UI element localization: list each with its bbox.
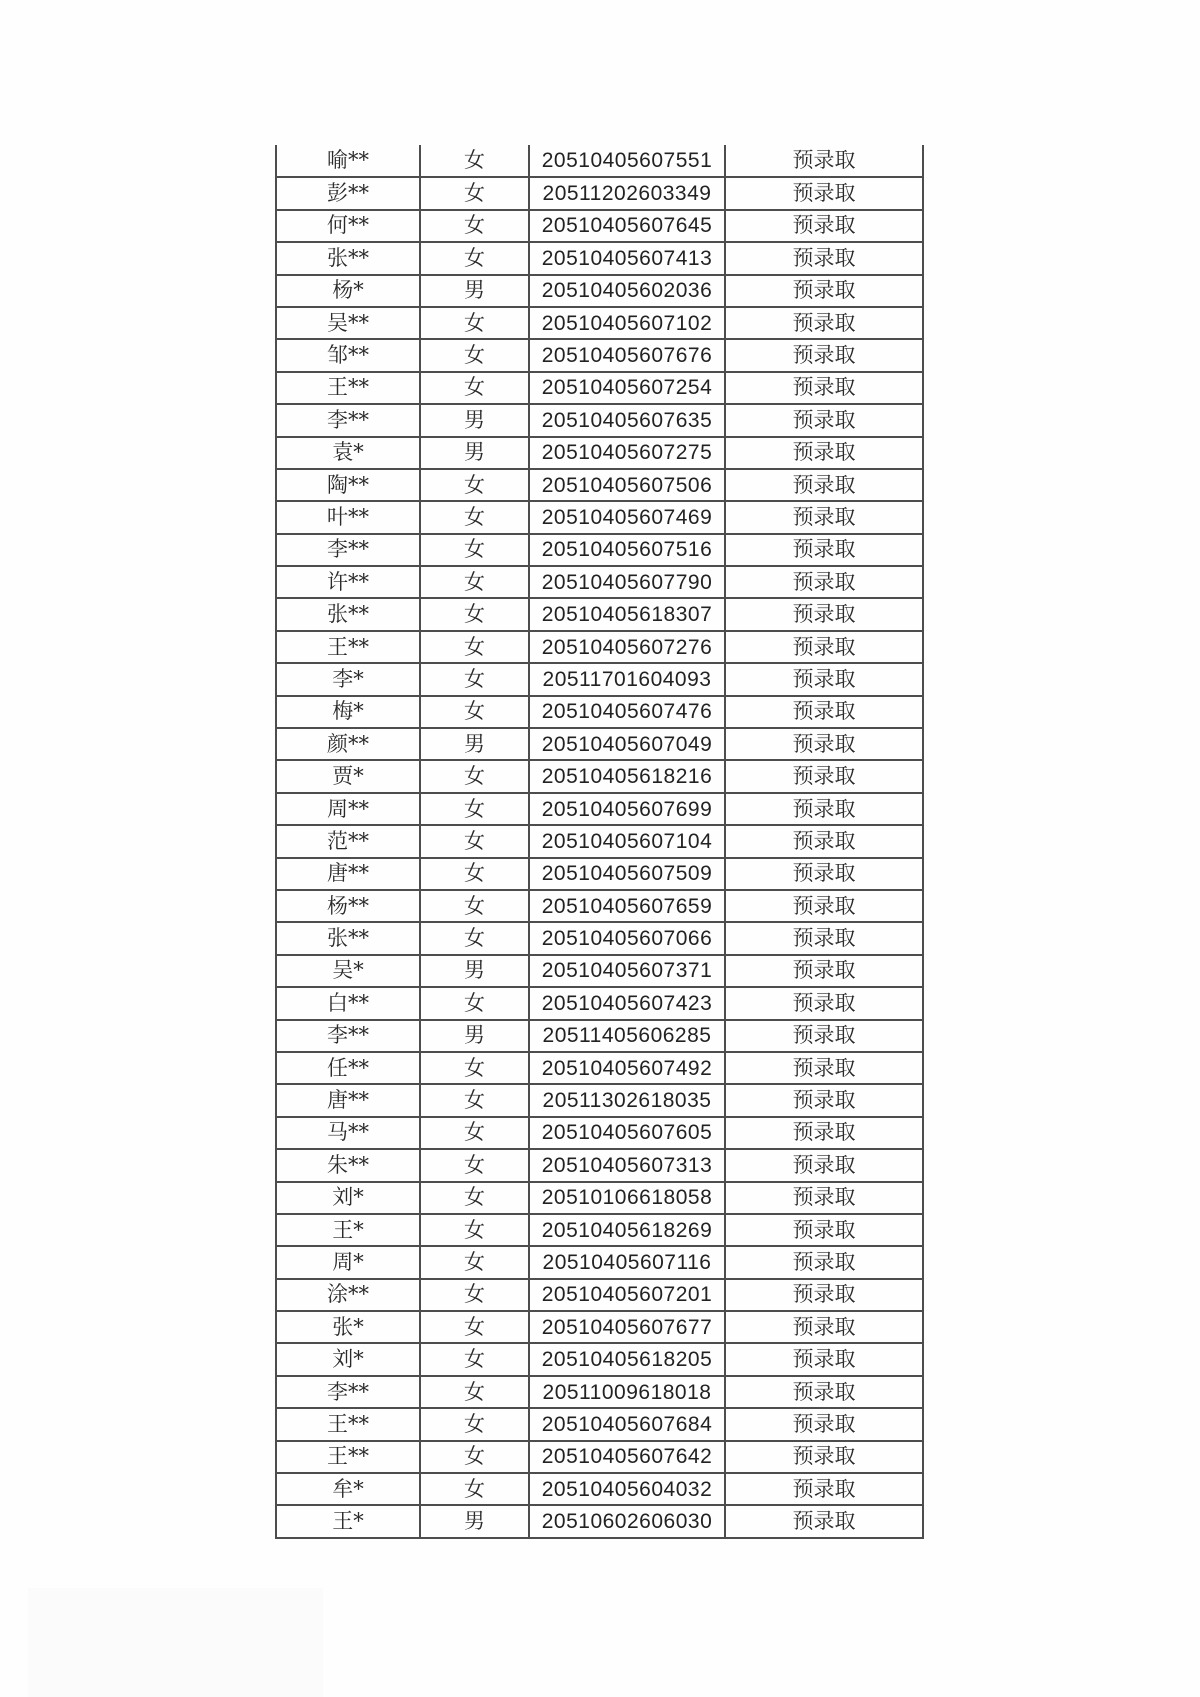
name-cell: 唐**	[276, 858, 420, 890]
gender-cell: 男	[420, 1020, 529, 1052]
status-cell: 预录取	[725, 696, 923, 728]
status-cell: 预录取	[725, 760, 923, 792]
name-cell: 喻**	[276, 145, 420, 177]
exam-id-cell: 20510405607413	[529, 242, 725, 274]
gender-cell: 女	[420, 1246, 529, 1278]
name-cell: 陶**	[276, 469, 420, 501]
status-cell: 预录取	[725, 793, 923, 825]
admission-roster-table	[275, 145, 924, 1539]
status-cell: 预录取	[725, 1246, 923, 1278]
gender-cell: 男	[420, 955, 529, 987]
gender-cell: 女	[420, 696, 529, 728]
gender-cell: 女	[420, 1214, 529, 1246]
status-cell: 预录取	[725, 1182, 923, 1214]
table-row	[276, 372, 923, 404]
gender-cell: 女	[420, 1473, 529, 1505]
gender-cell: 女	[420, 922, 529, 954]
exam-id-cell: 20511302618035	[529, 1084, 725, 1116]
status-cell: 预录取	[725, 1214, 923, 1246]
exam-id-cell: 20510405607642	[529, 1441, 725, 1473]
exam-id-cell: 20510405607492	[529, 1052, 725, 1084]
name-cell: 杨*	[276, 275, 420, 307]
status-cell: 预录取	[725, 631, 923, 663]
status-cell: 预录取	[725, 404, 923, 436]
exam-id-cell: 20510602606030	[529, 1505, 725, 1537]
exam-id-cell: 20510405607102	[529, 307, 725, 339]
status-cell: 预录取	[725, 1505, 923, 1537]
exam-id-cell: 20510405607790	[529, 566, 725, 598]
status-cell: 预录取	[725, 177, 923, 209]
gender-cell: 女	[420, 1117, 529, 1149]
exam-id-cell: 20511701604093	[529, 663, 725, 695]
gender-cell: 女	[420, 1311, 529, 1343]
gender-cell: 女	[420, 534, 529, 566]
table-row	[276, 275, 923, 307]
gender-cell: 男	[420, 404, 529, 436]
name-cell: 张*	[276, 1311, 420, 1343]
table-row	[276, 825, 923, 857]
table-row	[276, 858, 923, 890]
gender-cell: 女	[420, 631, 529, 663]
name-cell: 李**	[276, 1376, 420, 1408]
status-cell: 预录取	[725, 1408, 923, 1440]
table-row	[276, 534, 923, 566]
status-cell: 预录取	[725, 534, 923, 566]
table-row	[276, 566, 923, 598]
table-row	[276, 1473, 923, 1505]
status-cell: 预录取	[725, 566, 923, 598]
name-cell: 牟*	[276, 1473, 420, 1505]
table-row	[276, 696, 923, 728]
name-cell: 张**	[276, 242, 420, 274]
status-cell: 预录取	[725, 825, 923, 857]
table-row	[276, 1441, 923, 1473]
gender-cell: 男	[420, 1505, 529, 1537]
table-row	[276, 1052, 923, 1084]
table-row	[276, 598, 923, 630]
status-cell: 预录取	[725, 469, 923, 501]
table-row	[276, 1084, 923, 1116]
status-cell: 预录取	[725, 1020, 923, 1052]
table-row	[276, 890, 923, 922]
table-row	[276, 922, 923, 954]
name-cell: 吴*	[276, 955, 420, 987]
gender-cell: 女	[420, 210, 529, 242]
table-row	[276, 1020, 923, 1052]
table-row	[276, 1311, 923, 1343]
exam-id-cell: 20510405607313	[529, 1149, 725, 1181]
name-cell: 刘*	[276, 1343, 420, 1375]
status-cell: 预录取	[725, 437, 923, 469]
status-cell: 预录取	[725, 987, 923, 1019]
name-cell: 白**	[276, 987, 420, 1019]
table-row	[276, 955, 923, 987]
name-cell: 李*	[276, 663, 420, 695]
name-cell: 袁*	[276, 437, 420, 469]
table-row	[276, 1376, 923, 1408]
name-cell: 王*	[276, 1505, 420, 1537]
exam-id-cell: 20510405604032	[529, 1473, 725, 1505]
table-row	[276, 242, 923, 274]
gender-cell: 女	[420, 825, 529, 857]
name-cell: 贾*	[276, 760, 420, 792]
table-row	[276, 631, 923, 663]
table-row	[276, 404, 923, 436]
exam-id-cell: 20510405607201	[529, 1279, 725, 1311]
name-cell: 王**	[276, 631, 420, 663]
name-cell: 李**	[276, 1020, 420, 1052]
name-cell: 唐**	[276, 1084, 420, 1116]
table-row	[276, 501, 923, 533]
table-row	[276, 1117, 923, 1149]
exam-id-cell: 20510405607551	[529, 145, 725, 177]
exam-id-cell: 20510405607066	[529, 922, 725, 954]
exam-id-cell: 20510405607276	[529, 631, 725, 663]
status-cell: 预录取	[725, 339, 923, 371]
gender-cell: 女	[420, 501, 529, 533]
table-row	[276, 1343, 923, 1375]
status-cell: 预录取	[725, 1311, 923, 1343]
exam-id-cell: 20510405607684	[529, 1408, 725, 1440]
gender-cell: 女	[420, 598, 529, 630]
status-cell: 预录取	[725, 1117, 923, 1149]
table-row	[276, 1279, 923, 1311]
gender-cell: 女	[420, 987, 529, 1019]
status-cell: 预录取	[725, 307, 923, 339]
exam-id-cell: 20510405607635	[529, 404, 725, 436]
name-cell: 周*	[276, 1246, 420, 1278]
status-cell: 预录取	[725, 858, 923, 890]
exam-id-cell: 20510405607506	[529, 469, 725, 501]
table-row	[276, 307, 923, 339]
status-cell: 预录取	[725, 955, 923, 987]
gender-cell: 女	[420, 890, 529, 922]
name-cell: 张**	[276, 598, 420, 630]
gender-cell: 女	[420, 858, 529, 890]
table-row	[276, 1214, 923, 1246]
table-row	[276, 1149, 923, 1181]
name-cell: 杨**	[276, 890, 420, 922]
exam-id-cell: 20510405607659	[529, 890, 725, 922]
exam-id-cell: 20510405607676	[529, 339, 725, 371]
gender-cell: 女	[420, 1441, 529, 1473]
gender-cell: 男	[420, 275, 529, 307]
exam-id-cell: 20510106618058	[529, 1182, 725, 1214]
name-cell: 范**	[276, 825, 420, 857]
exam-id-cell: 20510405607699	[529, 793, 725, 825]
name-cell: 梅*	[276, 696, 420, 728]
gender-cell: 女	[420, 372, 529, 404]
name-cell: 任**	[276, 1052, 420, 1084]
exam-id-cell: 20510405607275	[529, 437, 725, 469]
table-row	[276, 145, 923, 177]
exam-id-cell: 20511202603349	[529, 177, 725, 209]
table-row	[276, 760, 923, 792]
name-cell: 邹**	[276, 339, 420, 371]
name-cell: 何**	[276, 210, 420, 242]
exam-id-cell: 20510405607469	[529, 501, 725, 533]
name-cell: 吴**	[276, 307, 420, 339]
name-cell: 朱**	[276, 1149, 420, 1181]
exam-id-cell: 20511009618018	[529, 1376, 725, 1408]
exam-id-cell: 20510405618269	[529, 1214, 725, 1246]
table-row	[276, 1246, 923, 1278]
status-cell: 预录取	[725, 1052, 923, 1084]
name-cell: 涂**	[276, 1279, 420, 1311]
gender-cell: 女	[420, 1343, 529, 1375]
gender-cell: 男	[420, 728, 529, 760]
exam-id-cell: 20510405607104	[529, 825, 725, 857]
table-row	[276, 469, 923, 501]
status-cell: 预录取	[725, 372, 923, 404]
status-cell: 预录取	[725, 242, 923, 274]
exam-id-cell: 20510405607677	[529, 1311, 725, 1343]
status-cell: 预录取	[725, 1376, 923, 1408]
table-row	[276, 177, 923, 209]
gender-cell: 女	[420, 1084, 529, 1116]
name-cell: 张**	[276, 922, 420, 954]
exam-id-cell: 20510405607254	[529, 372, 725, 404]
name-cell: 颜**	[276, 728, 420, 760]
status-cell: 预录取	[725, 210, 923, 242]
name-cell: 李**	[276, 534, 420, 566]
exam-id-cell: 20510405607645	[529, 210, 725, 242]
name-cell: 李**	[276, 404, 420, 436]
exam-id-cell: 20510405607516	[529, 534, 725, 566]
status-cell: 预录取	[725, 922, 923, 954]
exam-id-cell: 20510405607476	[529, 696, 725, 728]
name-cell: 马**	[276, 1117, 420, 1149]
table-row	[276, 793, 923, 825]
exam-id-cell: 20510405602036	[529, 275, 725, 307]
name-cell: 叶**	[276, 501, 420, 533]
gender-cell: 女	[420, 469, 529, 501]
table-row	[276, 339, 923, 371]
gender-cell: 女	[420, 177, 529, 209]
table-row	[276, 1505, 923, 1537]
exam-id-cell: 20510405607116	[529, 1246, 725, 1278]
table-row	[276, 987, 923, 1019]
name-cell: 王*	[276, 1214, 420, 1246]
table-row	[276, 1408, 923, 1440]
gender-cell: 男	[420, 437, 529, 469]
scan-artifact	[28, 1588, 323, 1697]
name-cell: 许**	[276, 566, 420, 598]
gender-cell: 女	[420, 1279, 529, 1311]
status-cell: 预录取	[725, 890, 923, 922]
name-cell: 王**	[276, 1408, 420, 1440]
name-cell: 王**	[276, 372, 420, 404]
gender-cell: 女	[420, 1149, 529, 1181]
status-cell: 预录取	[725, 1084, 923, 1116]
table-row	[276, 728, 923, 760]
table-row	[276, 210, 923, 242]
gender-cell: 女	[420, 1408, 529, 1440]
exam-id-cell: 20510405607423	[529, 987, 725, 1019]
status-cell: 预录取	[725, 598, 923, 630]
name-cell: 彭**	[276, 177, 420, 209]
table-row	[276, 437, 923, 469]
name-cell: 王**	[276, 1441, 420, 1473]
name-cell: 周**	[276, 793, 420, 825]
gender-cell: 女	[420, 242, 529, 274]
table-row	[276, 1182, 923, 1214]
status-cell: 预录取	[725, 1149, 923, 1181]
status-cell: 预录取	[725, 275, 923, 307]
gender-cell: 女	[420, 307, 529, 339]
status-cell: 预录取	[725, 1279, 923, 1311]
status-cell: 预录取	[725, 145, 923, 177]
gender-cell: 女	[420, 339, 529, 371]
exam-id-cell: 20510405618216	[529, 760, 725, 792]
gender-cell: 女	[420, 1052, 529, 1084]
exam-id-cell: 20510405607605	[529, 1117, 725, 1149]
gender-cell: 女	[420, 1182, 529, 1214]
table-row	[276, 663, 923, 695]
gender-cell: 女	[420, 760, 529, 792]
exam-id-cell: 20510405618307	[529, 598, 725, 630]
status-cell: 预录取	[725, 663, 923, 695]
status-cell: 预录取	[725, 728, 923, 760]
name-cell: 刘*	[276, 1182, 420, 1214]
gender-cell: 女	[420, 145, 529, 177]
exam-id-cell: 20510405607371	[529, 955, 725, 987]
exam-id-cell: 20511405606285	[529, 1020, 725, 1052]
status-cell: 预录取	[725, 501, 923, 533]
status-cell: 预录取	[725, 1473, 923, 1505]
gender-cell: 女	[420, 566, 529, 598]
gender-cell: 女	[420, 793, 529, 825]
gender-cell: 女	[420, 663, 529, 695]
status-cell: 预录取	[725, 1343, 923, 1375]
exam-id-cell: 20510405607509	[529, 858, 725, 890]
table-body	[276, 145, 923, 1538]
exam-id-cell: 20510405618205	[529, 1343, 725, 1375]
gender-cell: 女	[420, 1376, 529, 1408]
exam-id-cell: 20510405607049	[529, 728, 725, 760]
status-cell: 预录取	[725, 1441, 923, 1473]
